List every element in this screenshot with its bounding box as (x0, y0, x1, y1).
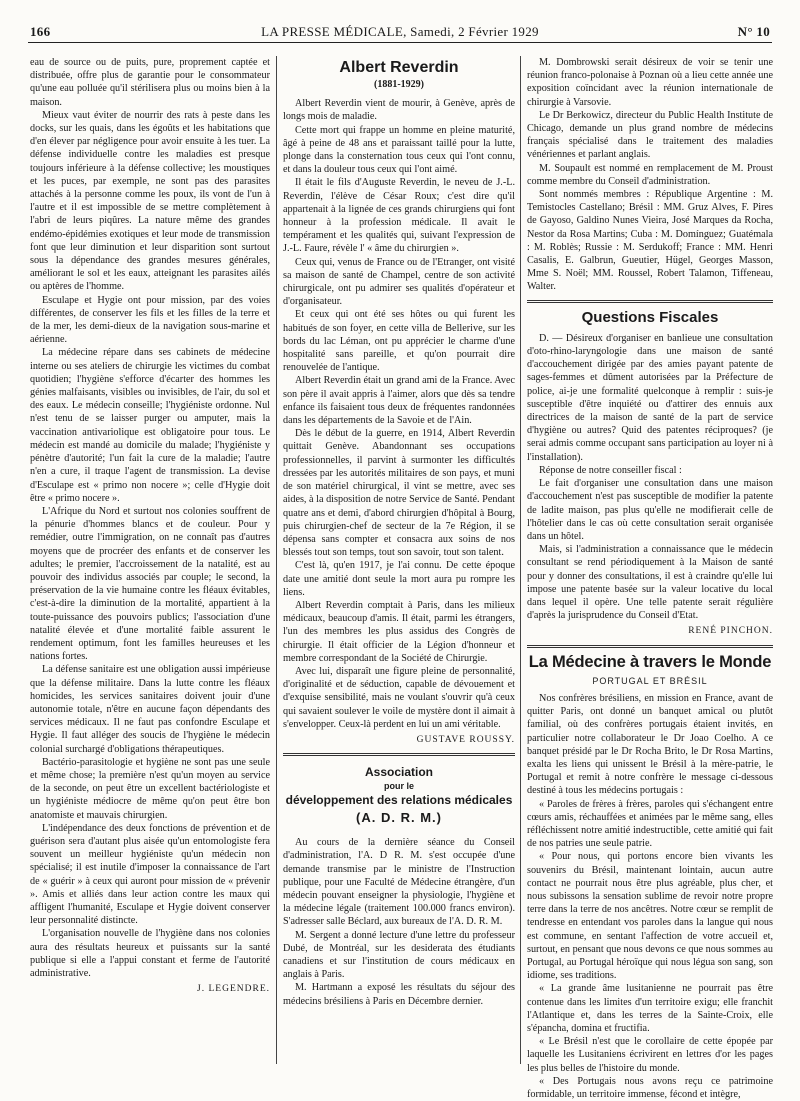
paragraph: Nos confrères brésiliens, en mission en France, avant de quitter Paris, ont donné un banquet amical ou plutôt familial, où des confrères portugais étaient invités, en particulier notre collaborateur le Dr Joao Coelho. A ce banquet présidé par le Dr Rocha Brito, le Dr Rosa Martins, exalta les liens qui unissent le Brésil à la mère-patrie, le Portugal et remit à notre confrère le message ci-dessous destiné à tous les médecins portugais : (527, 692, 773, 797)
section-subtitle: PORTUGAL ET BRÉSIL (592, 675, 708, 686)
author-signature: J. LEGENDRE. (197, 984, 270, 995)
paragraph: « Des Portugais nous avons reçu ce patrimoine formidable, un territoire immense, fécond et intègre, (527, 1075, 773, 1101)
page-number: 166 (30, 24, 51, 39)
section-divider (527, 300, 773, 303)
paragraph: Albert Reverdin était un grand ami de la France. Avec son père il avait appris à l'aimer, alors que dès sa tendre enfance ils faisaient tous deux de fréquentes randonnées dans les départements de la Savoie et de l'Ain. (283, 375, 515, 427)
obituary-dates: (1881-1929) (374, 79, 424, 90)
questions-fiscales-title: Questions Fiscales (581, 308, 719, 326)
paragraph: D. — Désireux d'organiser en banlieue une consultation d'oto-rhino-laryngologie dans une maison de santé d'accouchement dirigée par des amies payant patente de sages-femmes et dûment autorisées par la Préfecture de police, ai-je une formalité quelconque à remplir : suis-je susceptible d'être inquiété ou d'attirer des ennuis aux directrices de la maison de santé de la part de service d'hygiène ou autres? Quid des patentes réciproques? (je serai admis comme occupant sans participation au loyer ni à l'installation). (527, 332, 773, 463)
association-heading-line: développement des relations médicales (285, 793, 513, 808)
paragraph: Albert Reverdin comptait à Paris, dans les milieux médicaux, beaucoup d'amis. Il était, parmi les étrangers, l'un des membres les plus assidus des Congrès de chirurgie. Il était officier de la Légion d'honneur et membre correspondant de la Société de Chirurgie. (283, 599, 515, 664)
paragraph: M. Sergent a donné lecture d'une lettre du professeur Dubé, de Montréal, sur les desiderata des étudiants canadiens et sur l'institution de cours médicaux en anglais à Paris. (283, 929, 515, 981)
obituary-heading (283, 58, 515, 91)
paragraph: M. Dombrowski serait désireux de voir se tenir une réunion franco-polonaise à Poznan où a lieu cette année une exposition coïncidant avec la réunion internationale de chirurgie à Varsovie. (527, 57, 773, 108)
paragraph: Il était le fils d'Auguste Reverdin, le neveu de J.-L. Reverdin, l'élève de César Roux; c'est dire qu'il appartenait à la lignée de ces grands chirurgiens qui font honneur à la profession médicale. Il avait le tempérament et les qualités qui, suivant l'expression de J.-L. Faure, révèle l' « âme du chirurgien ». (283, 177, 515, 255)
association-heading (283, 764, 515, 828)
association-heading-line: Association (364, 765, 433, 780)
column-rule-right (520, 56, 521, 1064)
association-acronym: (A. D. R. M.) (356, 810, 442, 826)
paragraph: Réponse de notre conseiller fiscal : (539, 464, 682, 476)
author-signature: RENÉ PINCHON. (688, 626, 773, 637)
paragraph: « Le Brésil n'est que le corollaire de cette épopée par laquelle les Lusitaniens écrivirent en lettres d'or les pages les plus belles de l'histoire du monde. (527, 1036, 773, 1074)
paragraph: Mieux vaut éviter de nourrir des rats à peste dans les docks, sur les quais, dans les égoûts et les habitations que d'en élever par négligence pour avoir ensuite à les tuer. La défense individuelle contre les maladies est presque toujours inférieure à la défense collective; les moustiques et les puces, par exemple, ne sont pas des parasites attachés à la personne comme les poux, ils vont de l'un à l'autre et il est impossible de se mettre complètement à l'abri de leurs piqûres. La nature même des grandes endémo-épidémies exotiques et leur mode de transmission font que leur diminution et leur disparition sont surtout sous la dépendance des grandes mesures générales, améliorant le sol et les eaux, atteignant les parasites ailés ou aptères de l'homme. (30, 109, 270, 293)
paragraph: Dès le début de la guerre, en 1914, Albert Reverdin quittait Genève. Abandonnant ses occupations professionnelles, il parvint à surmonter les difficultés dressées par les autorités militaires de son pays, et muni de son matériel chirurgical, il vint se mettre, avec ses aides, à la disposition de notre Service de Santé. Pendant quatre ans et demi, d'abord chirurgien d'hôpital à Bourg, puis chirurgien-chef de secteur de la 7e Région, il se dépensa sans compter et consacra aux soins de nos blessés tout son temps, tout son savoir, tout son talent. (283, 428, 515, 559)
paragraph: Ceux qui, venus de France ou de l'Etranger, ont visité sa maison de santé de Champel, centre de son activité chirurgicale, ont pu admirer ses qualités d'opérateur et d'organisateur. (283, 256, 515, 308)
obituary-name: Albert Reverdin (339, 59, 459, 76)
paragraph: La défense sanitaire est une obligation aussi impérieuse que la défense militaire. Dans la lutte contre les fléaux homicides, les services sanitaires doivent jouir d'une autonomie totale, n'être en aucune façon dépendants des services médicaux. Il ne faut pas confondre Esculape et Hygie. Il faut alléger des soucis de l'hygiène le médecin colonial surchargé d'obligations thérapeutiques. (30, 664, 270, 755)
paragraph: Cette mort qui frappe un homme en pleine maturité, âgé à peine de 48 ans et paraissant taillé pour la lutte, plonge dans la consternation tous ceux qui l'ont connu, et dans la douleur tous ceux qui l'ont aimé. (283, 124, 515, 176)
section-divider (527, 645, 773, 648)
issue-number: N° 10 (737, 24, 770, 39)
medecine-monde-title: La Médecine à travers le Monde (528, 652, 772, 671)
association-heading-line: pour le (383, 781, 414, 792)
paragraph: Albert Reverdin vient de mourir, à Genève, après de longs mois de maladie. (283, 98, 515, 123)
section-divider (283, 753, 515, 756)
paragraph: « Pour nous, qui portons encore bien vivants les souvenirs du Brésil, maintenant lointain, aucun autre contact ne pourrait nous être plus agréable, plus cher, et nous subissons la sensation sublime de revoir notre propre terre dans la terre de nos ancêtres. Notre cœur se remplit de tendresse en entendant vos paroles dans la langue qui nous est commune, en sentant l'affection de votre accueil et, surtout, en pensant que nous devons ce que nous sommes au Portugal, au Portugal héroïque qui nous légua son sang, son idiome, ses traditions. (527, 851, 773, 982)
paragraph: L'Afrique du Nord et surtout nos colonies souffrent de la pénurie d'hommes blancs et de couleur. Pour y remédier, outre l'immigration, on ne connaît pas d'autres moyens que de procréer des enfants et de conserver les adultes; le premier, l'accroissement de la natalité, est au pouvoir des individus associés par couple; le second, la préservation de la vie humaine contre les fléaux évitables, c'est-à-dire la diminution de la mortalité, appartient à la toute-puissance des pouvoirs publics; l'association d'une natalité élevée et d'une mortalité faible assurent le rendement optimum, font les familles heureuses et les nations fortes. (30, 505, 270, 663)
paragraph: Et ceux qui ont été ses hôtes ou qui furent les habitués de son foyer, en cette villa de Bellerive, sur les bords du lac Léman, ont pu apprécier le charme d'une hospitalité sans pareille, et qu'on pourrait dire renouvelée de l'antique. (283, 309, 515, 374)
paragraph: Bactério-parasitologie et hygiène ne sont pas une seule et même chose; la première n'est qu'un moyen au service de la seconde, on peut être un excellent bactériologiste et un hygiéniste médiocre de même qu'on peut être bon anatomiste et mauvais chirurgien. (30, 756, 270, 821)
column-rule-left (276, 56, 277, 1064)
paragraph: L'organisation nouvelle de l'hygiène dans nos colonies aura des résultats heureux et puissants sur la santé publique si elle a l'appui constant et ferme de l'autorité administrative. (30, 928, 270, 980)
column-obituary (283, 56, 515, 1064)
column-hygiene-article (30, 56, 270, 1064)
paragraph: La médecine répare dans ses cabinets de médecine interne ou ses ateliers de chirurgie les victimes du combat quotidien; l'hygiène s'efforce d'écarter des hommes les génies malfaisants, visibles ou invisibles, de l'air, du sol et des eaux. Le médecin conseille; l'hygiéniste ordonne. Nul n'est tenu de se laisser purger ou amputer, mais la vaccination antivariolique est obligatoire pour tous. Le médecin est mandé au domicile du malade; l'hygiéniste y pénètre d'autorité; l'un fait la cure de la maladie; l'autre n'en a cure, il traque l'agent de transmission. La devise d'Esculape est « primo non nocere »; celle d'Hygie doit être « primo nocere ». (30, 347, 270, 504)
paragraph: Sont nommés membres : République Argentine : M. Temistocles Castellano; Brésil : MM. Gruz Alves, F. Pires de Gayoso, Galdino Nunes Vieira, José Marques da Rocha, Nestor da Rosa Martins; Cuba : M. Domínguez; Guatémala : M. Roblès; Russie : M. Serdukoff; France : MM. Henri Casalis, E. Galbrun, Gueutier, Hügel, Georges Masson, Mme S. Noël; MM. Roussel, Robert Talamon, Tiffeneau, Walter. (527, 189, 773, 293)
column-news (527, 56, 773, 1101)
paragraph: eau de source ou de puits, pure, proprement captée et distribuée, offre plus de garantie pour le consommateur qu'une eau polluée qu'il stérilisera plus ou moins bien à la maison. (30, 57, 270, 108)
page-header (28, 22, 772, 43)
paragraph: M. Soupault est nommé en remplacement de M. Proust comme membre du Conseil d'administration. (527, 162, 773, 187)
paragraph: « La grande âme lusitanienne ne pourrait pas être contenue dans les limites d'un territoire exigu; elle franchit l'Atlantique et, dans les terres de la Sainte-Croix, elle s'épancha, domina et fructifia. (527, 983, 773, 1035)
paragraph: Avec lui, disparaît une figure pleine de personnalité, d'originalité et de séduction, capable de dévouement et d'exquise sensibilité, mais ne voulant s'ouvrir qu'à ceux qui savaient soulever le voile de mystère dont il aimait à s'envelopper. Ceux-là perdent en lui un ami véritable. (283, 665, 515, 730)
paragraph: Esculape et Hygie ont pour mission, par des voies différentes, de conserver les fils et les filles de la terre et de la mer, les demi-dieux de la navigation sous-marine et aérienne. (30, 294, 270, 346)
paragraph: Au cours de la dernière séance du Conseil d'administration, l'A. D R. M. s'est occupée d'une demande transmise par le ministre de l'Instruction publique, pour une Faculté de Médecine étrangère, d'un médecin pouvant enseigner la physiologie, l'hygiène et la médecine légale (traitement 100.000 francs environ). S'adresser salle Béclard, aux bureaux de l'A. D. R. M. (283, 837, 515, 928)
journal-title-line: LA PRESSE MÉDICALE, Samedi, 2 Février 1929 (261, 24, 539, 39)
paragraph: Le fait d'organiser une consultation dans une maison d'accouchement n'est pas susceptible de modifier la patente de ladite maison, pas plus qu'elle ne modifierait celle de l'hôtelier dans le cas où cette consultation serait organisée dans un hôtel. (527, 478, 773, 542)
paragraph: « Paroles de frères à frères, paroles qui s'échangent entre cœurs amis, réchauffées et animées par le même sang, elles réfléchissent notre amitié indestructible, cette amitié qui fait de nos patries une seule patrie. (527, 798, 773, 850)
paragraph: L'indépendance des deux fonctions de prévention et de guérison sera d'autant plus aisée qu'un entomologiste fera souvent un meilleur hygiéniste qu'un médecin non spécialisé; il est inutile d'imposer la connaissance de l'art de « guérir » à ceux qui auront pour mission de « prévenir ». Amis et alliés dans leur action contre les maux qui affligent l'humanité, Esculape et Hygie doivent conserver leur personnalité distincte. (30, 822, 270, 927)
author-signature: GUSTAVE ROUSSY. (416, 734, 515, 745)
paragraph: Mais, si l'administration a connaissance que le médecin consultant se rend périodiquement à la Maison de santé pour y donner des consultations, il est à craindre qu'elle lui impose une patente basée sur la valeur locative du local dans lequel il opère. Une telle patente serait régulière d'après la jurisprudence du Conseil d'Etat. (527, 544, 773, 622)
paragraph: C'est là, qu'en 1917, je l'ai connu. De cette époque date une amitié dont seule la mort aura pu rompre les liens. (283, 560, 515, 598)
paragraph: Le Dr Berkowicz, directeur du Public Health Institute de Chicago, demande un plus grand nombre de médecins français spécialisé dans le traitement des maladies vénériennes et parlant anglais. (527, 109, 773, 161)
paragraph: M. Hartmann a exposé les résultats du séjour des médecins brésiliens à Paris en Décembre dernier. (283, 982, 515, 1007)
